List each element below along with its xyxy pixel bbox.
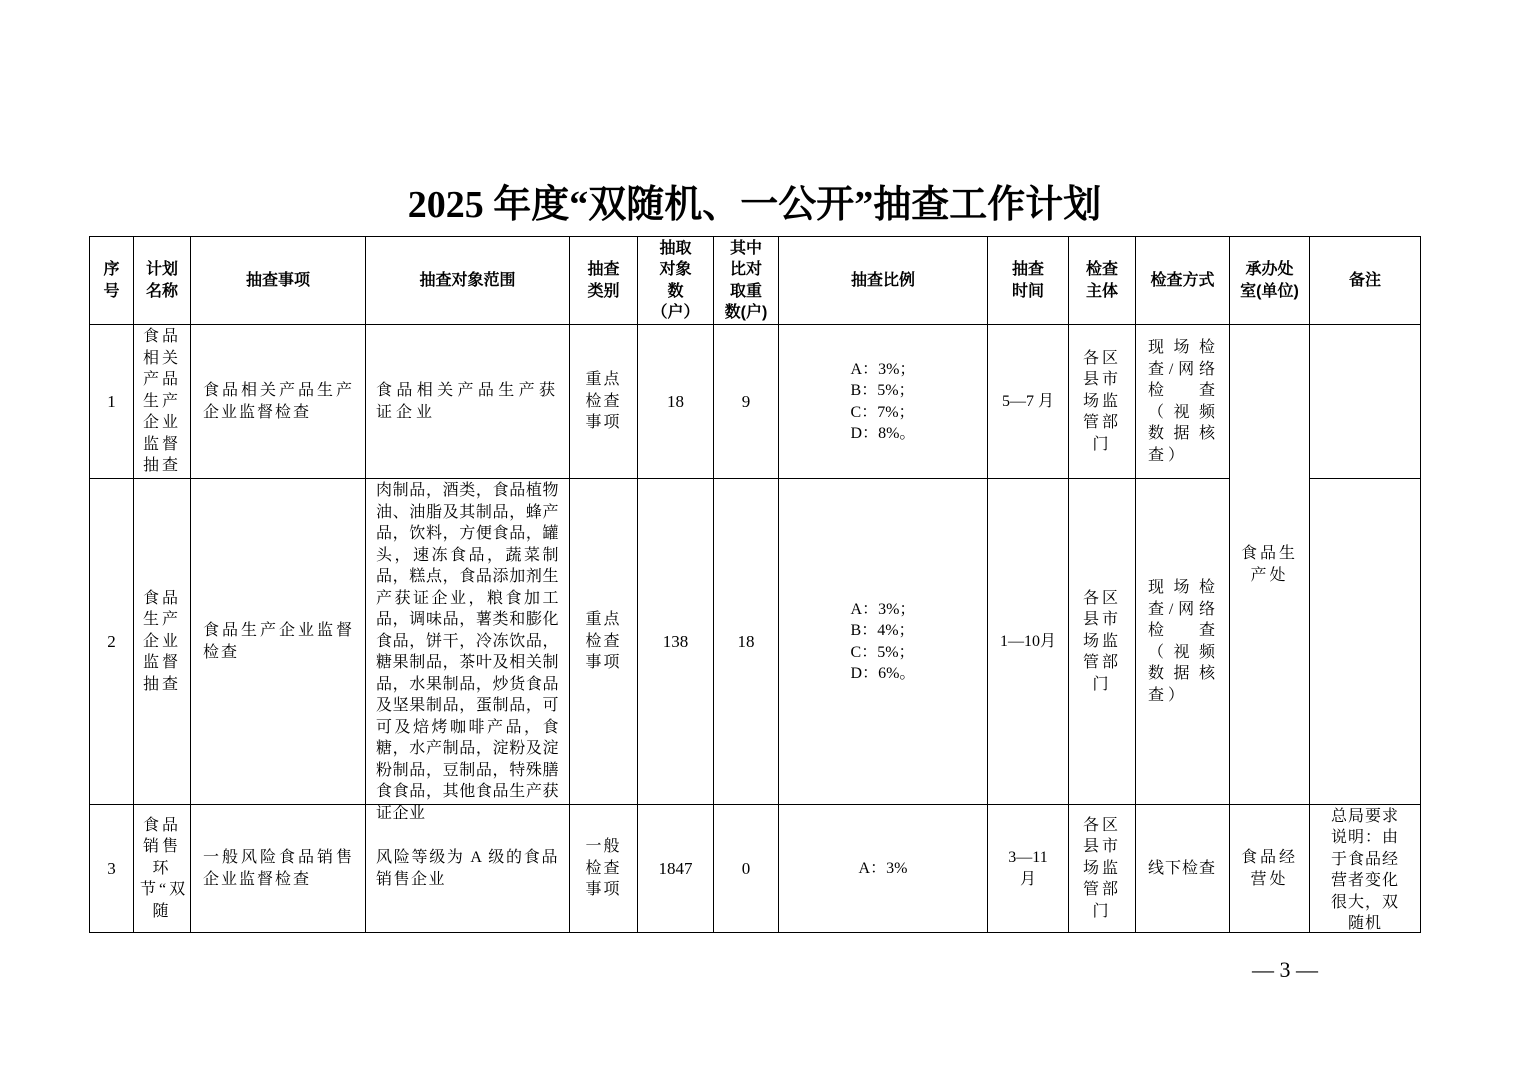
cell-text: 0: [741, 858, 751, 878]
header-line: 抽查: [1011, 261, 1044, 278]
table-row: [90, 325, 1421, 479]
cell-text: 重点检查事项: [585, 371, 622, 432]
cell-plan-name: [134, 479, 191, 805]
cell-text: 3: [107, 858, 116, 878]
header-line: 数: [667, 282, 684, 300]
header-undertaking-dept: [1230, 237, 1310, 325]
cell-compare-count: [714, 479, 779, 805]
cell-compare-count: [714, 805, 779, 933]
header-line: 比对: [729, 261, 762, 278]
ratio-line: B：4%；: [850, 622, 915, 639]
page-title: 2025 年度“双随机、一公开”抽查工作计划: [407, 184, 1102, 226]
cell-text: 食品经营处: [1240, 849, 1298, 888]
table-row: [90, 479, 1421, 805]
cell-check-scope: [366, 479, 570, 822]
cell-text: 一般检查事项: [585, 838, 622, 899]
header-line: 检查: [1085, 261, 1118, 278]
table-row: [90, 805, 1421, 933]
header-line: 对象: [659, 261, 692, 278]
cell-text: 食品生产处: [1240, 545, 1298, 584]
ratio-list: [851, 599, 916, 685]
ratio-line: A：3%: [858, 859, 908, 877]
cell-check-method: [1136, 805, 1230, 933]
cell-plan-name: [134, 805, 191, 933]
ratio-list: [859, 858, 908, 880]
cell-seq: [90, 805, 134, 933]
cell-check-category: [570, 479, 638, 805]
header-line: 抽查事项: [245, 271, 310, 289]
header-line: （户）: [651, 304, 700, 321]
cell-text: 现场检查/网络检查（视频数据核查）: [1148, 339, 1219, 464]
cell-text: 肉制品，酒类，食品植物油、油脂及其制品，蜂产品，饮料，方便食品，罐头，速冻食品，蔬菜制品，糕点，食品添加剂生产获证企业，粮食加工品，调味品，薯类和膨化食品，饼干，冷冻饮品，糖果制品，茶叶及相关制品，水果制品，炒货食品及坚果制品，蛋制品，可可及焙烤咖啡产品，食糖，水产制品，淀粉及淀粉制品，豆制品，特殊膳食食品，其他食品生产获证企业: [376, 482, 559, 822]
header-line: 承办处: [1245, 261, 1294, 278]
cell-sample-count: [638, 479, 714, 805]
cell-check-scope: [366, 325, 570, 479]
cell-compare-count: [714, 325, 779, 479]
cell-text: 5—7 月: [1001, 392, 1054, 410]
cell-check-ratio: [779, 805, 988, 933]
header-line: 抽查比例: [850, 271, 915, 289]
header-line: 主体: [1085, 282, 1118, 300]
header-line: 序: [103, 261, 120, 278]
cell-check-subject: [1069, 325, 1136, 479]
cell-text: 重点检查事项: [585, 611, 622, 672]
cell-text: 18: [667, 391, 684, 411]
cell-plan-name: [134, 325, 191, 479]
cell-check-time: [988, 805, 1069, 933]
cell-sample-count: [638, 805, 714, 933]
header-seq: [90, 237, 134, 325]
ratio-line: A：3%；: [850, 360, 916, 378]
header-line: 计划: [145, 261, 178, 278]
header-line: 取重: [729, 282, 762, 300]
header-line: 号: [103, 282, 120, 300]
cell-check-subject: [1069, 805, 1136, 933]
ratio-line: C：5%；: [850, 643, 915, 661]
cell-check-item: [191, 479, 366, 805]
cell-text: 各区县市场监管部门: [1082, 589, 1121, 693]
cell-text: 2: [107, 631, 116, 651]
header-line: 备注: [1348, 271, 1381, 289]
cell-text: 食品相关产品生产企业监督抽查: [142, 328, 181, 475]
header-line: 名称: [145, 282, 178, 300]
cell-text: 食品相关产品生产获证企业: [376, 382, 559, 421]
cell-check-ratio: [779, 325, 988, 479]
cell-text: 9: [741, 391, 751, 411]
cell-remark: [1310, 479, 1421, 805]
header-line: 抽取: [659, 239, 692, 257]
ratio-line: C：7%；: [850, 403, 915, 421]
header-check-method: [1136, 237, 1230, 325]
cell-check-item: [191, 325, 366, 479]
ratio-list: [851, 359, 916, 445]
cell-undertaking-dept: [1230, 805, 1310, 933]
cell-check-category: [570, 325, 638, 479]
cell-seq: [90, 479, 134, 805]
header-line: 检查方式: [1150, 271, 1215, 289]
ratio-line: D：8%。: [850, 425, 916, 442]
header-compare-count: [714, 237, 779, 325]
header-line: 数(户): [724, 304, 768, 321]
cell-text: 各区县市场监管部门: [1082, 816, 1121, 920]
cell-text: 风险等级为 A 级的食品销售企业: [376, 849, 559, 888]
ratio-line: A：3%；: [850, 600, 916, 618]
header-check-subject: [1069, 237, 1136, 325]
header-check-category: [570, 237, 638, 325]
cell-text: 食品生产企业监督检查: [203, 622, 354, 661]
page-number: — 3 —: [1252, 957, 1318, 982]
cell-text: 食品相关产品生产企业监督检查: [203, 382, 354, 421]
header-plan-name: [134, 237, 191, 325]
cell-check-time: [988, 325, 1069, 479]
header-check-ratio: [779, 237, 988, 325]
header-line: 抽查对象范围: [419, 271, 516, 289]
cell-text: 食品生产企业监督抽查: [142, 589, 181, 693]
inspection-plan-table: [89, 236, 1421, 933]
ratio-line: B：5%；: [850, 382, 915, 399]
header-line: 类别: [587, 282, 620, 300]
header-sample-count: [638, 237, 714, 325]
cell-check-item: [191, 805, 366, 933]
cell-text: 3—11 月: [1008, 849, 1048, 888]
cell-text: 现场检查/网络检查（视频数据核查）: [1148, 579, 1219, 704]
cell-check-ratio: [779, 479, 988, 805]
cell-text: 食品销售环节“双随: [140, 816, 189, 920]
cell-text: 1847: [658, 858, 693, 878]
cell-check-time: [988, 479, 1069, 805]
cell-sample-count: [638, 325, 714, 479]
ratio-line: D：6%。: [850, 665, 916, 682]
cell-remark: [1310, 805, 1421, 933]
cell-check-subject: [1069, 479, 1136, 805]
cell-text: 线下检查: [1148, 859, 1217, 877]
table-header-row: [90, 237, 1421, 325]
cell-text: 一般风险食品销售企业监督检查: [203, 849, 354, 888]
cell-text: 各区县市场监管部门: [1082, 349, 1121, 453]
header-line: 时间: [1011, 282, 1044, 300]
cell-check-method: [1136, 479, 1230, 805]
header-check-item: [191, 237, 366, 325]
header-check-time: [988, 237, 1069, 325]
cell-text: 1: [107, 391, 116, 411]
cell-remark: [1310, 325, 1421, 479]
cell-check-category: [570, 805, 638, 933]
header-remark: [1310, 237, 1421, 325]
cell-undertaking-dept: [1230, 325, 1310, 805]
header-line: 抽查: [587, 261, 620, 278]
header-check-scope: [366, 237, 570, 325]
cell-text: 138: [662, 631, 689, 651]
header-line: 室(单位): [1240, 282, 1299, 300]
cell-check-method: [1136, 325, 1230, 479]
cell-text: 1—10月: [999, 632, 1056, 650]
header-line: 其中: [729, 239, 762, 257]
cell-text: 18: [737, 631, 755, 651]
cell-seq: [90, 325, 134, 479]
cell-text: 总局要求说明：由于食品经营者变化很大，双随机: [1330, 807, 1399, 932]
